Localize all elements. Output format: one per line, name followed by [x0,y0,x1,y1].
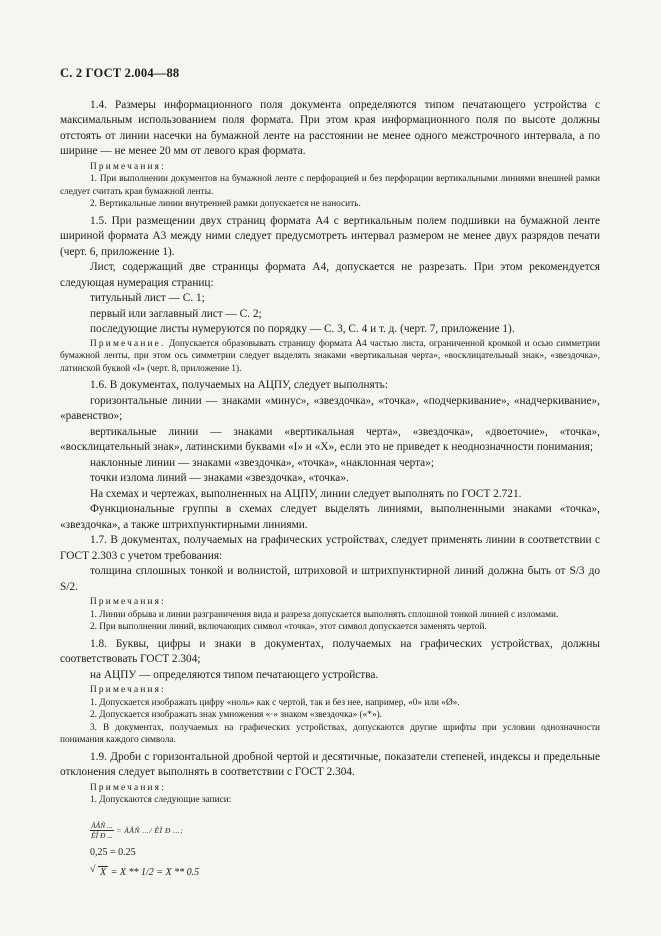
formula-decimal: 0,25 = 0.25 [90,846,136,858]
document-page [60,66,600,880]
section-1-4: 1.4. Размеры информационного поля документа определяются типом печатающего устройства с максимальным использованием поля формата. При этом края информационного поля по высоте должны отстоять от линии насечки на бумажной ленте на расстоянии не менее одного межстрочного интервала, а по ширине — не менее 20 мм от левого края формата. [60,98,600,157]
notes-title-1-4: Примечания: [90,161,166,172]
note-1-4-1: 1. При выполнении документов на бумажной ленте с перфорацией и без перфорации вертикальными линиями внешней рамки следует считать края бумажной ленты. [60,174,600,197]
section-1-8-a: на АЦПУ — определяются типом печатающего устройства. [90,668,379,681]
section-1-5: 1.5. При размещении двух страниц формата А4 с вертикальным полем подшивки на бумажной ленте шириной формата А3 между ними следует предусмотреть интервал размером не менее двух разрядов печати (черт. 6, приложение 1). [60,214,600,258]
radical-sign: √ [90,863,96,875]
section-1-6-c: наклонные линии — знаками «звездочка», «точка», «наклонная черта»; [90,456,434,469]
section-1-6-b: вертикальные линии — знаками «вертикальная черта», «звездочка», «двоеточие», «точка», «восклицательный знак», латинскими буквами «I» и «X», если это не приведет к неоднозначности понимания; [60,425,600,453]
section-1-6-e: На схемах и чертежах, выполненных на АЦПУ, линии следует выполнять по ГОСТ 2.721. [90,487,522,500]
note-1-8-3: 3. В документах, получаемых на графических устройствах, допускаются другие шрифты при условии однозначности понимания каждого символа. [60,722,600,745]
note-1-8-2: 2. Допускается изображать знак умножения «·» знаком «звездочка» («*»). [90,710,383,720]
section-1-9: 1.9. Дроби с горизонтальной дробной чертой и десятичные, показатели степеней, индексы и предельные отклонения следует выполнять в соответствии с ГОСТ 2.304. [60,750,600,778]
section-1-6: 1.6. В документах, получаемых на АЦПУ, следует выполнять: [90,379,388,391]
notes-title-1-7: Примечания: [90,597,166,607]
list-item-title-page: титульный лист — С. 1; [90,292,205,304]
page-header: С. 2 ГОСТ 2.004—88 [60,66,180,80]
section-1-8: 1.8. Буквы, цифры и знаки в документах, получаемых на графических устройствах, должны соответствовать ГОСТ 2.304; [60,637,600,665]
sqrt-rhs: = X ** 1/2 = X ** 0.5 [110,866,200,878]
section-1-5-b: Лист, содержащий две страницы формата А4, допускается не разрезать. При этом рекомендуется следующая нумерация страниц: [60,261,600,289]
note-1-7-1: 1. Линии обрыва и линии разграничения вида и разреза допускается выполнять сплошной тонкой линией с изломами. [90,609,559,620]
section-1-7: 1.7. В документах, получаемых на графических устройствах, следует применять линии в соответствии с ГОСТ 2.303 с учетом требования: [60,534,600,562]
note-1-5 [60,338,600,376]
sqrt-expression [90,863,108,880]
section-1-6-f: Функциональные группы в схемах следует выделять линиями, выполненными знаками «точка», «звездочка», а также штрихпунктирными линиями. [60,503,600,531]
fraction [90,821,114,840]
notes-title-1-8: Примечания: [90,685,166,695]
note-1-4-2: 2. Вертикальные линии внутренней рамки допускается не наносить. [90,199,361,209]
fraction-numerator: ÀÂÑ ... [91,820,113,830]
section-1-6-d: точки излома линий — знаками «звездочка», «точка». [90,472,349,484]
note-1-5-label: Примечание. [90,338,166,349]
note-1-9-1: 1. Допускаются следующие записи: [90,795,232,805]
section-1-6-a: горизонтальные линии — знаками «минус», «звездочка», «точка», «подчеркивание», «надчеркивание», «равенство»; [60,394,600,422]
fraction-denominator: ÊÎ Ð ... [91,830,113,840]
formula-fraction [90,821,600,840]
notes-title-1-9: Примечания: [90,782,166,793]
note-1-8-1: 1. Допускается изображать цифру «ноль» как с чертой, так и без нее, например, «0» или «Ø». [90,697,460,708]
list-item-first-page: первый или заглавный лист — С. 2; [90,307,262,320]
note-1-7-2: 2. При выполнении линий, включающих символ «точка», этот символ допускается заменять чертой. [90,622,487,632]
radicand: X [100,866,107,878]
note-1-5-text: Допускается образовывать страницу формата А4 частью листа, ограниченной кромкой и осью симметрии бумажной ленты, при этом ось симметрии следует выделять знаками «вертикальная черта», «восклицательный знак», «звездочка», латинской буквой «I» (черт. 8, приложение 1). [60,338,600,374]
formula-sqrt [90,863,600,880]
fraction-rhs: = ÀÂÑ .../ ÊÎ Ð ...; [116,825,184,835]
list-item-following-pages: последующие листы нумеруются по порядку — С. 3, С. 4 и т. д. (черт. 7, приложение 1). [90,323,515,335]
section-1-7-a: толщина сплошных тонкой и волнистой, штриховой и штрихпунктирной линий должна быть от S/3 до S/2. [60,565,600,593]
